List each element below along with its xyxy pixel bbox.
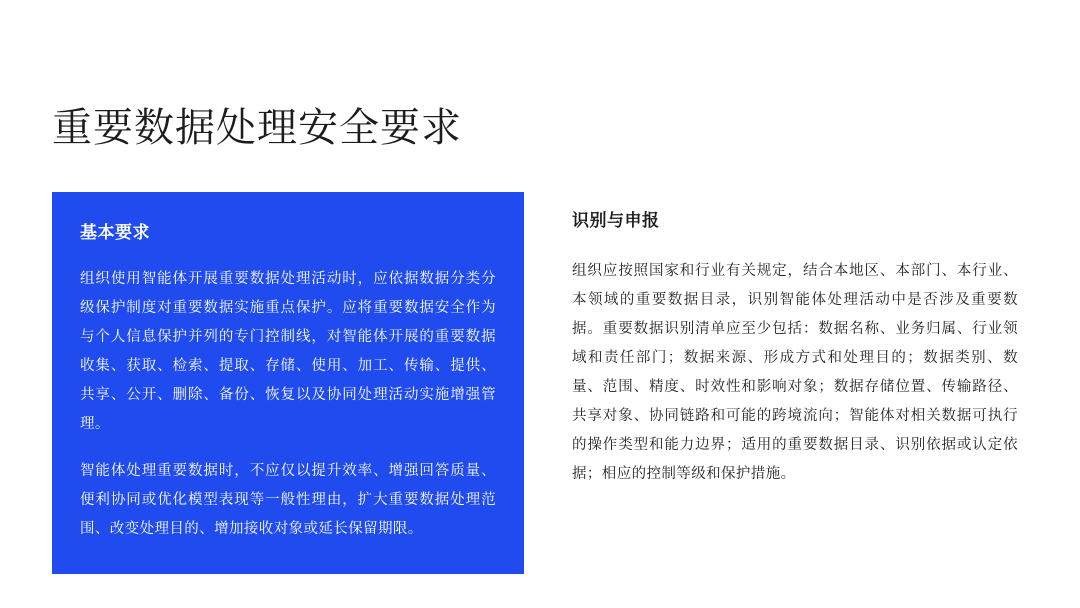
basic-requirements-paragraph-1: 组织使用智能体开展重要数据处理活动时，应依据数据分类分级保护制度对重要数据实施重点保护。应将重要数据安全作为与个人信息保护并列的专门控制线，对智能体开展的重要数据收集、获取、检索、提取、存储、使用、加工、传输、提供、共享、公开、删除、备份、恢复以及协同处理活动实施增强管理。 [80, 271, 496, 432]
identification-declaration-paragraph-1: 组织应按照国家和行业有关规定，结合本地区、本部门、本行业、本领域的重要数据目录，识别智能体处理活动中是否涉及重要数据。重要数据识别清单应至少包括：数据名称、业务归属、行业领域和责任部门；数据来源、形成方式和处理目的；数据类别、数量、范围、精度、时效性和影响对象；数据存储位置、传输路径、共享对象、协同链路和可能的跨境流向；智能体对相关数据可执行的操作类型和能力边界；适用的重要数据目录、识别依据或认定依据；相应的控制等级和保护措施。 [572, 263, 1018, 482]
identification-declaration-card [572, 192, 1018, 489]
page-title: 重要数据处理安全要求 [52, 106, 462, 150]
content-columns [52, 192, 1032, 574]
identification-declaration-heading: 识别与申报 [572, 211, 660, 230]
basic-requirements-card [52, 192, 524, 574]
basic-requirements-heading: 基本要求 [80, 223, 150, 242]
basic-requirements-paragraph-2: 智能体处理重要数据时，不应仅以提升效率、增强回答质量、便利协同或优化模型表现等一般性理由，扩大重要数据处理范围、改变处理目的、增加接收对象或延长保留期限。 [80, 463, 496, 537]
